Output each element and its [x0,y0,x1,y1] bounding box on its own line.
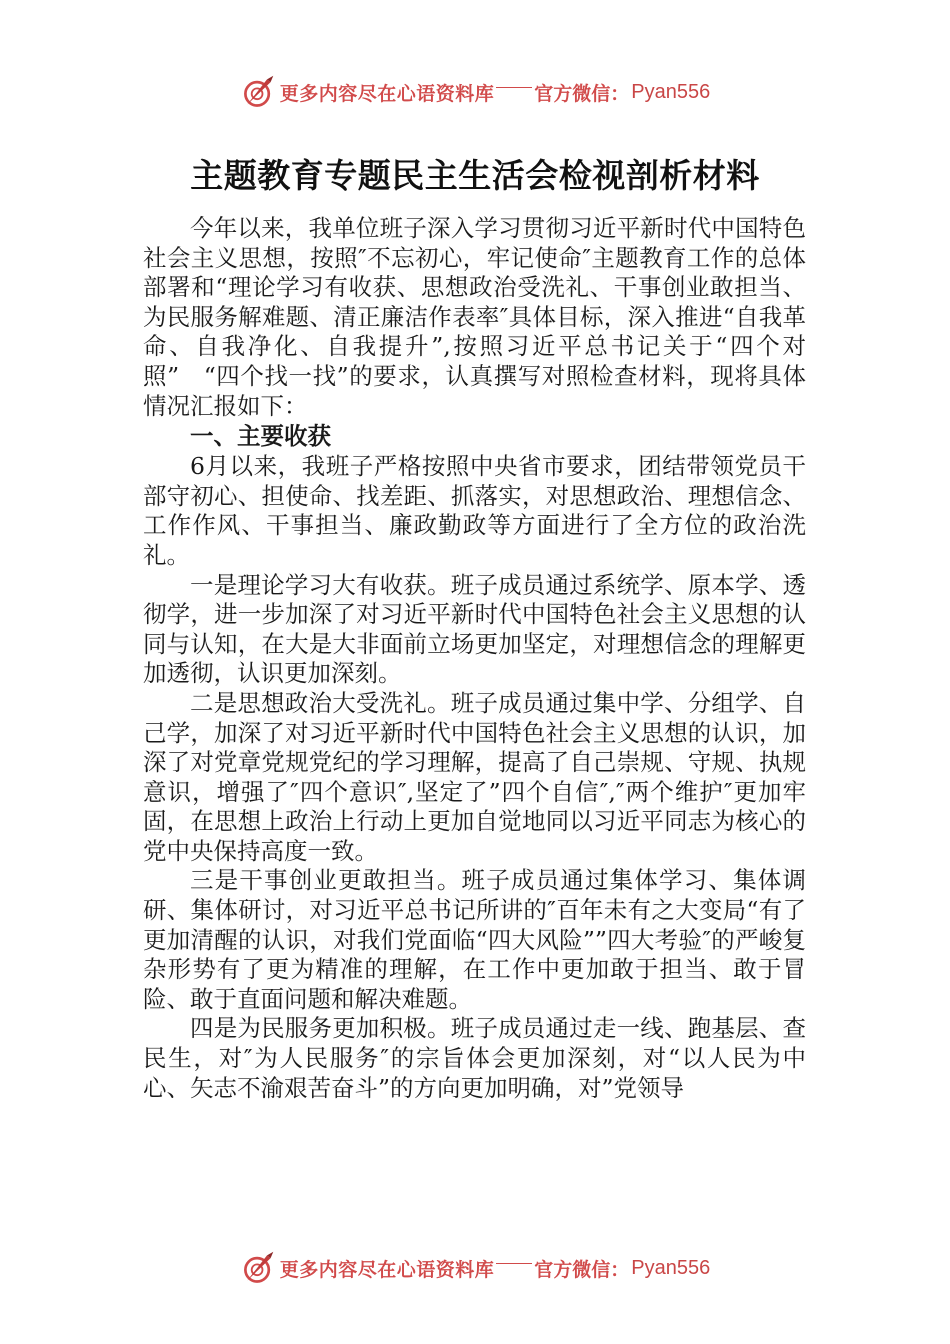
watermark-dash [496,1263,532,1264]
item-paragraph-1: 一是理论学习大有收获。班子成员通过系统学、原本学、透彻学，进一步加深了对习近平新时代中国特色社会主义思想的认同与认知，在大是大非面前立场更加坚定，对理想信念的理解更加透彻，认识更加深刻。 [143,570,806,688]
document-title: 主题教育专题民主生活会检视剖析材料 [190,156,760,195]
watermark-dash [496,87,532,88]
document-body [143,214,806,1103]
footer-watermark [0,1248,950,1288]
header-watermark [0,72,950,112]
watermark-text: 更多内容尽在心语资料库 [279,1258,495,1281]
intro-paragraph: 今年以来，我单位班子深入学习贯彻习近平新时代中国特色社会主义思想，按照″不忘初心，牢记使命″主题教育工作的总体部署和“理论学习有收获、思想政治受洗礼、干事创业敢担当、为民服务解难题、清正廉洁作表率″具体目标，深入推进“自我革命、自我净化、自我提升”,按照习近平总书记关于“四个对照” “四个找一找”的要求，认真撰写对照检查材料，现将具体情况汇报如下： [143,214,806,420]
item-paragraph-4: 四是为民服务更加积极。班子成员通过走一线、跑基层、查民生，对″为人民服务″的宗旨体会更加深刻，对“以人民为中心、矢志不渝艰苦奋斗”的方向更加明确，对”党领导 [143,1014,806,1102]
section-heading: 一、主要收获 [190,422,331,451]
quill-logo-icon [240,74,276,110]
watermark-text: 更多内容尽在心语资料库 [279,82,495,105]
watermark-wechat-id: Pyan556 [631,1256,711,1279]
watermark-wechat-label: 官方微信： [534,1258,630,1281]
section-lead-paragraph: 6月以来，我班子严格按照中央省市要求，团结带领党员干部守初心、担使命、找差距、抓落实，对思想政治、理想信念、工作作风、干事担当、廉政勤政等方面进行了全方位的政治洗礼。 [143,452,806,569]
item-paragraph-2: 二是思想政治大受洗礼。班子成员通过集中学、分组学、自己学，加深了对习近平新时代中国特色社会主义思想的认识，加深了对党章党规党纪的学习理解，提高了自己崇规、守规、执规意识，增强了″四个意识″,坚定了”四个自信″,″两个维护″更加牢固，在思想上政治上行动上更加自觉地同以习近平同志为核心的党中央保持高度一致。 [143,688,806,865]
quill-logo-icon [240,1250,276,1286]
watermark-wechat-label: 官方微信： [534,82,630,105]
item-paragraph-3: 三是干事创业更敢担当。班子成员通过集体学习、集体调研、集体研讨，对习近平总书记所讲的″百年未有之大变局“有了更加清醒的认识，对我们党面临“四大风险””四大考验″的严峻复杂形势有了更为精准的理解，在工作中更加敢于担当、敢于冒险、敢于直面问题和解决难题。 [143,866,806,1013]
watermark-wechat-id: Pyan556 [631,80,711,103]
